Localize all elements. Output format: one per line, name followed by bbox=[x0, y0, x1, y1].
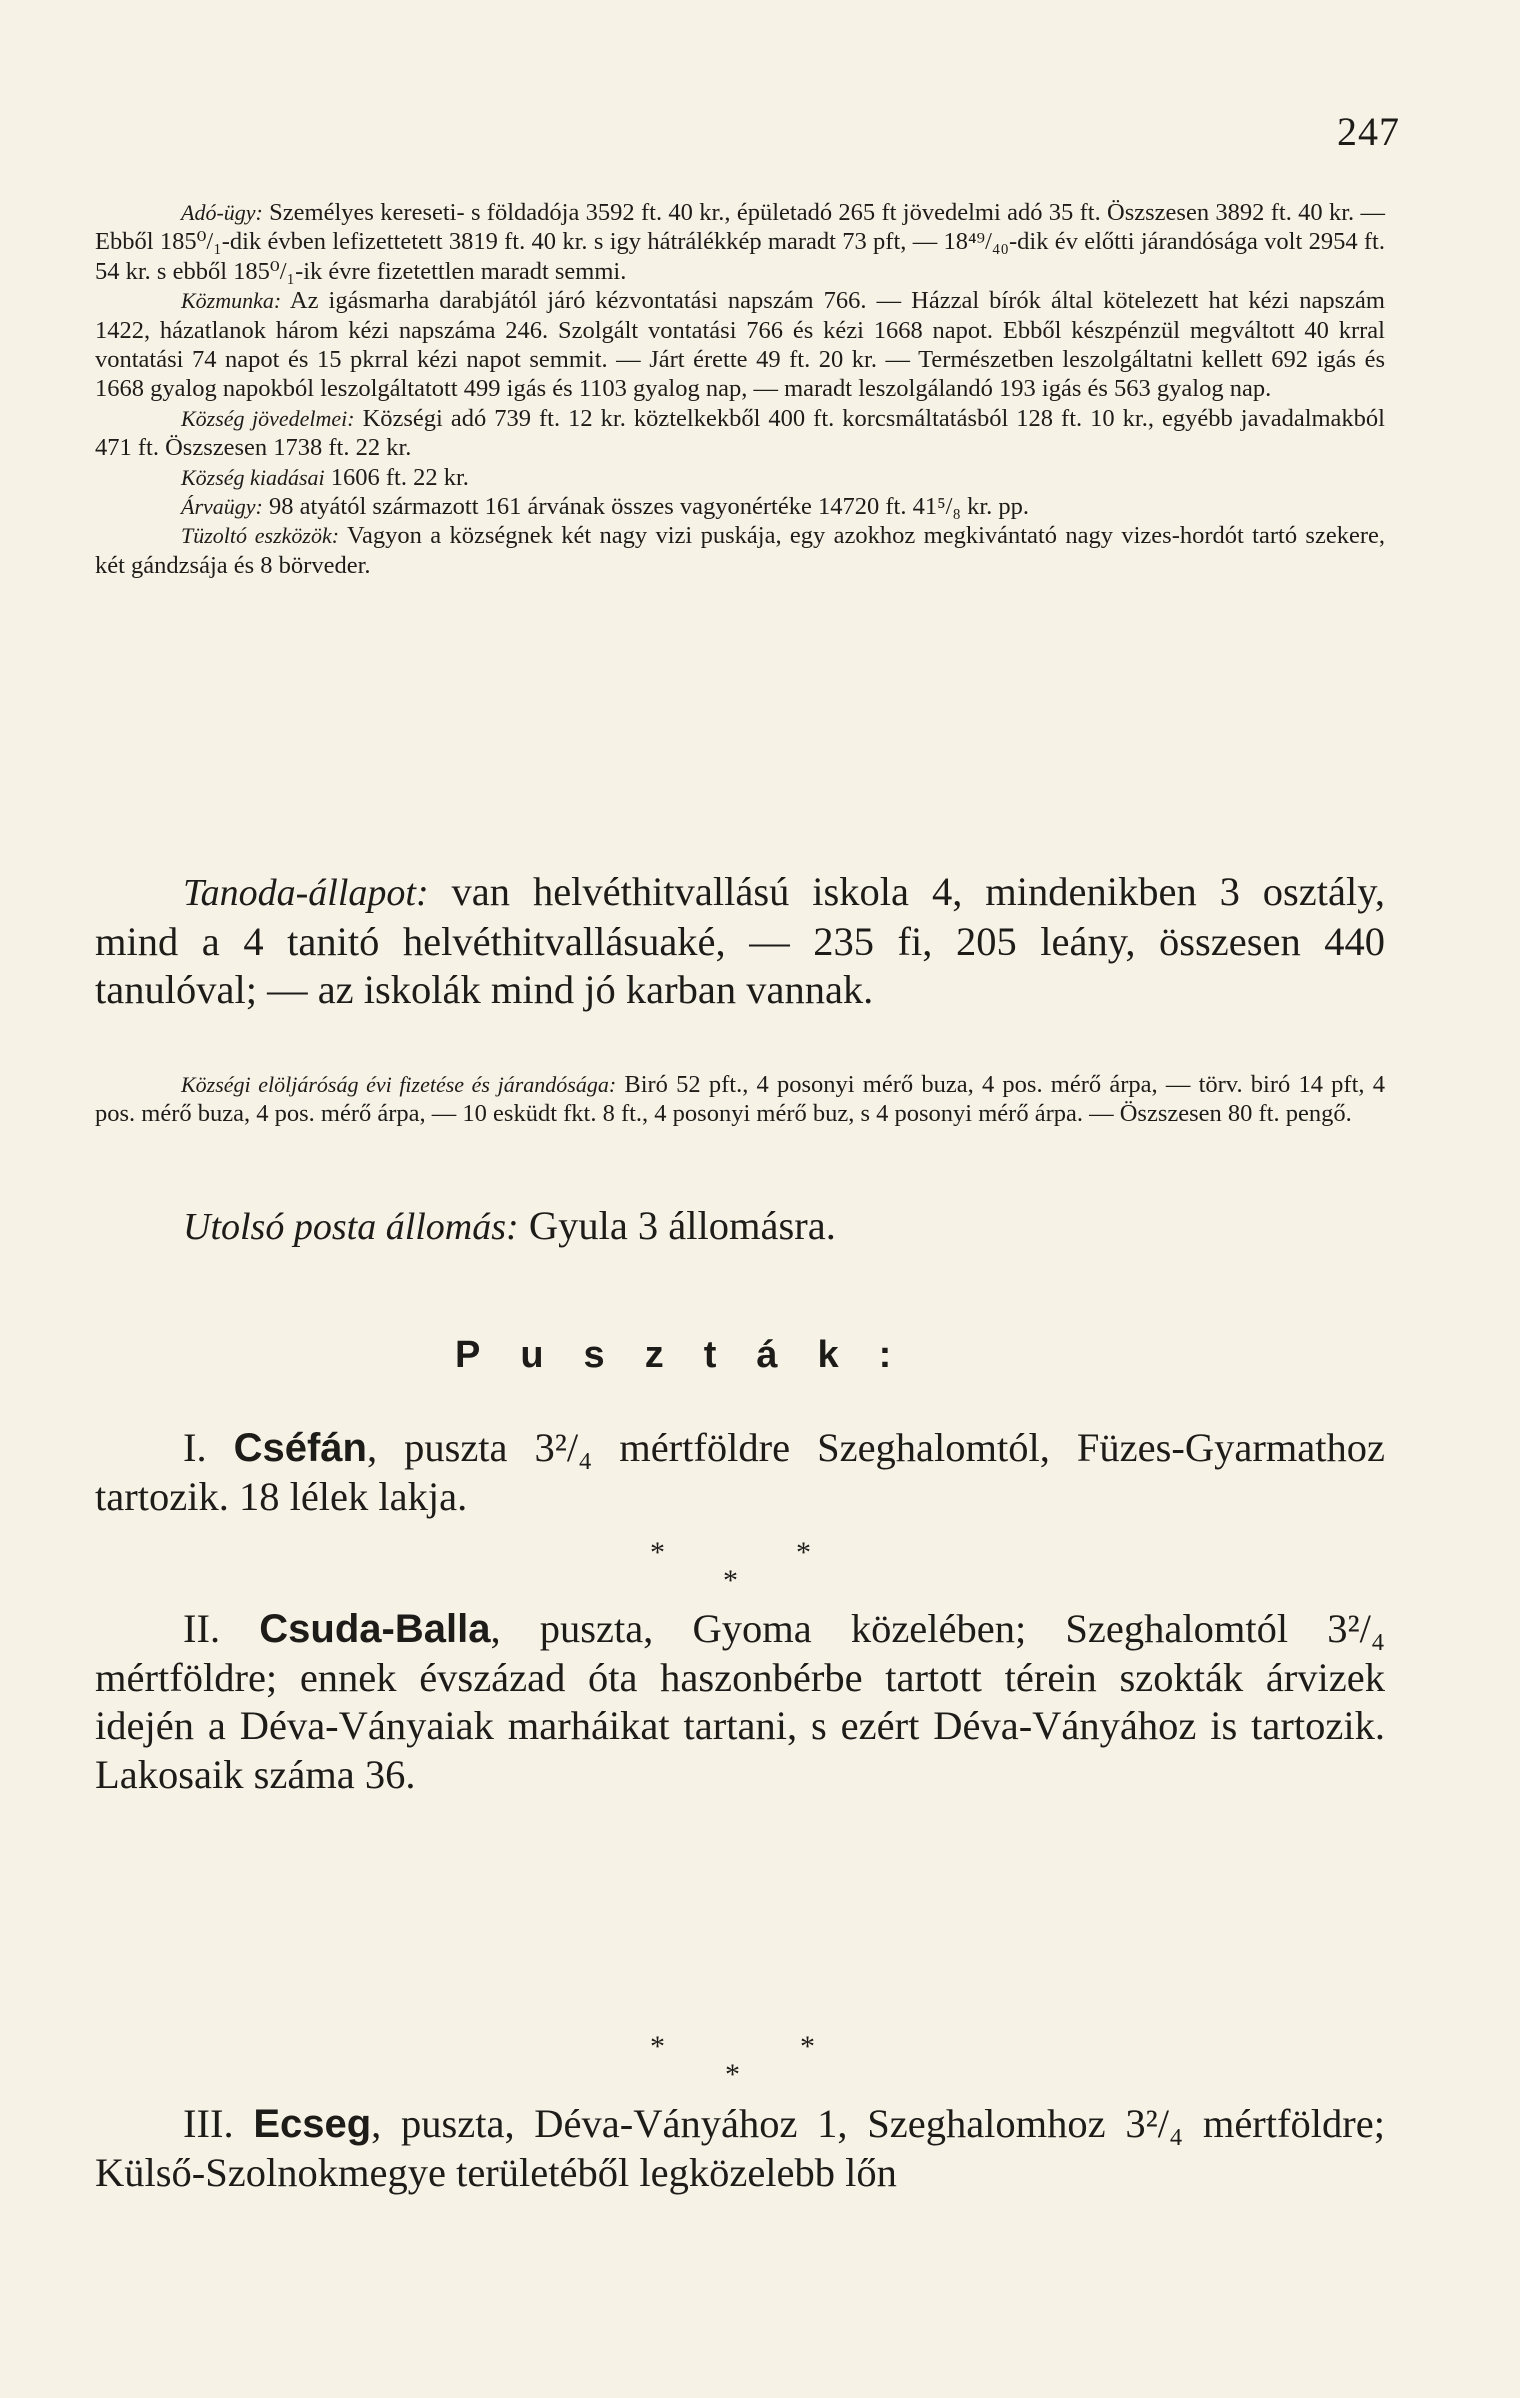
star-ornament: * bbox=[650, 2030, 665, 2063]
paragraph-ado-ugy bbox=[95, 198, 1385, 286]
paragraph-text: 98 atyától származott 161 árvának összes vagyonértéke 14720 ft. 41⁵/₈ kr. pp. bbox=[262, 493, 1030, 521]
paragraph-text: , puszta 3²/₄ mértföldre Szeghalomtól, Füzes-Gyarmathoz tartozik. 18 lélek lakja. bbox=[95, 1425, 1386, 1519]
paragraph-elojarosag bbox=[95, 1070, 1385, 1129]
section-heading-puszták: Puszták: bbox=[455, 1334, 932, 1376]
place-name: Cséfán bbox=[233, 1426, 367, 1470]
paragraph-kozseg-kiadasai bbox=[95, 463, 1385, 492]
paragraph-text: van helvéthitvallású iskola 4, mindenikben 3 osztály, mind a 4 tanitó helvéthitvallásuaké, — 235 fi, 205 leány, összesen 440 tanulóval; — az iskolák mind jó karban vannak. bbox=[95, 869, 1385, 1012]
star-ornament: * bbox=[723, 1564, 738, 1597]
elojarosag-section bbox=[95, 1070, 1385, 1129]
paragraph-text: Biró 52 pft., 4 posonyi mérő buza, 4 pos. mérő árpa, — törv. biró 14 pft, 4 pos. mérő buza, 4 pos. mérő árpa, — 10 esküdt fkt. 8 ft., 4 posonyi mérő buz, s 4 posonyi mérő árpa. — Öszszesen 80 ft. pengő. bbox=[95, 1071, 1385, 1128]
paragraph-kozseg-jovedelmei bbox=[95, 404, 1385, 463]
paragraph-puszta-2 bbox=[95, 1605, 1385, 1799]
paragraph-text: 1606 ft. 22 kr. bbox=[324, 463, 469, 491]
tanoda-section bbox=[95, 868, 1385, 1015]
paragraph-text: Községi adó 739 ft. 12 kr. köztelkekből 400 ft. korcsmáltatásból 128 ft. 10 kr., egyébb javadalmakból 471 ft. Öszszesen 1738 ft. 22 kr. bbox=[95, 404, 1385, 462]
run-in-heading: Község jövedelmei: bbox=[181, 405, 355, 431]
star-ornament: * bbox=[650, 1536, 665, 1569]
paragraph-text: Vagyon a községnek két nagy vizi puskája, egy azokhoz megkivántató nagy vizes-hordót tartó szekere, két gándzsája és 8 börveder. bbox=[95, 522, 1385, 579]
paragraph-kozmunka bbox=[95, 286, 1385, 404]
paragraph-puszta-3 bbox=[95, 2100, 1385, 2197]
puszta-1-section bbox=[95, 1424, 1385, 1521]
place-name: Ecseg bbox=[253, 2102, 372, 2146]
paragraph-tuzolto bbox=[95, 521, 1385, 580]
run-in-heading: Tanoda-állapot: bbox=[183, 872, 429, 914]
puszta-3-section bbox=[95, 2100, 1385, 2197]
paragraph-tanoda bbox=[95, 868, 1385, 1015]
puszta-2-section bbox=[95, 1605, 1385, 1799]
paragraph-text: Az igásmarha darabjától járó kézvontatási napszám 766. — Házzal bírók által kötelezett hat kézi napszám 1422, házatlanok három kézi napszáma 246. Szolgált vontatási 766 és kézi 1668 napot. Ebből készpénzül megváltott 40 krral vontatási 74 napot és 15 pkrral kézi napot semmit. — Járt érette 49 ft. 20 kr. — Természetben leszolgáltatni kellett 692 igás és 1668 gyalog napokból leszolgáltatott 499 igás és 1103 gyalog nap, — maradt leszolgálandó 193 igás és 563 gyalog nap. bbox=[95, 287, 1385, 403]
small-print-section bbox=[95, 198, 1385, 580]
paragraph-text: , puszta, Gyoma közelében; Szeghalomtól 3²/₄ mértföldre; ennek évszázad óta haszonbérbe tartott térein szokták árvizek idején a Déva-Ványaiak marháikat tartani, s ezért Déva-Ványához is tartozik. Lakosaik száma 36. bbox=[95, 1606, 1386, 1797]
run-in-heading: Közmunka: bbox=[181, 288, 282, 314]
paragraph-text: , puszta, Déva-Ványához 1, Szeghalomhoz 3²/₄ mértföldre; Külső-Szolnokmegye területéből legközelebb lőn bbox=[95, 2101, 1385, 2195]
run-in-heading: Község kiadásai bbox=[181, 464, 325, 490]
roman-numeral: I. bbox=[183, 1425, 207, 1470]
star-ornament: * bbox=[725, 2058, 740, 2091]
paragraph-text: Személyes kereseti- s földadója 3592 ft. 40 kr., épületadó 265 ft jövedelmi adó 35 ft. Öszszesen 3892 ft. 40 kr. — Ebből 185⁰/₁-dik évben lefizettetett 3819 ft. 40 kr. s igy hátrálékkép maradt 73 pft, — 18⁴⁹/₄₀-dik év előtti járandósága volt 2954 ft. 54 kr. s ebből 185⁰/₁-ik évre fizetettlen maradt semmi. bbox=[95, 199, 1385, 285]
star-ornament: * bbox=[796, 1536, 811, 1569]
roman-numeral: II. bbox=[183, 1606, 221, 1651]
paragraph-posta bbox=[95, 1202, 1385, 1252]
run-in-heading: Tüzoltó eszközök: bbox=[181, 523, 340, 549]
paragraph-arvaugy bbox=[95, 492, 1385, 521]
page-number: 247 bbox=[1337, 109, 1400, 154]
place-name: Csuda-Balla bbox=[259, 1607, 491, 1651]
posta-section bbox=[95, 1202, 1385, 1252]
paragraph-text: Gyula 3 állomásra. bbox=[518, 1203, 836, 1248]
run-in-heading: Községi elöljáróság évi fizetése és járandósága: bbox=[181, 1072, 617, 1097]
star-ornament: * bbox=[800, 2030, 815, 2063]
run-in-heading: Árvaügy: bbox=[181, 494, 263, 520]
run-in-heading: Utolsó posta állomás: bbox=[183, 1206, 519, 1248]
paragraph-puszta-1 bbox=[95, 1424, 1385, 1521]
roman-numeral: III. bbox=[183, 2101, 234, 2146]
run-in-heading: Adó-ügy: bbox=[181, 200, 263, 225]
